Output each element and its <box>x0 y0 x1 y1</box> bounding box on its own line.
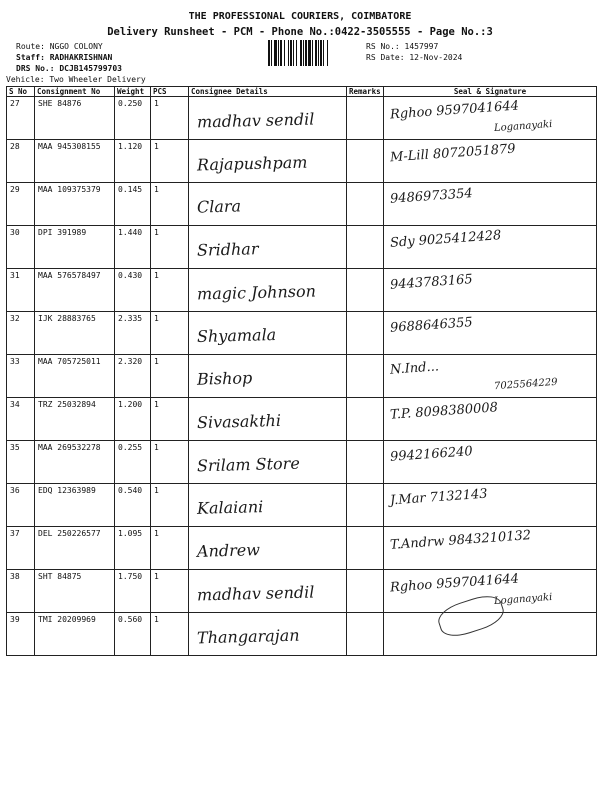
consignment-cell: TRZ 25032894 <box>35 398 115 441</box>
consignment-cell: MAA 109375379 <box>35 183 115 226</box>
remarks-cell <box>347 613 384 656</box>
pcs-cell: 1 <box>151 140 189 183</box>
signature-handwriting: T.P. 8098380008 <box>389 400 499 423</box>
table-row <box>7 355 597 398</box>
table-row <box>7 97 597 140</box>
signature-cell <box>384 97 597 140</box>
route-label: Route: <box>16 42 45 51</box>
sno-cell: 35 <box>7 441 35 484</box>
signature-handwriting: 9688646355 <box>389 315 474 336</box>
remarks-cell <box>347 269 384 312</box>
table-row <box>7 441 597 484</box>
signature-cell <box>384 355 597 398</box>
sno-cell: 27 <box>7 97 35 140</box>
signature-cell <box>384 269 597 312</box>
consignee-handwriting: Rajapushpam <box>196 152 308 175</box>
col-consignment: Consignment No <box>35 87 115 97</box>
pcs-cell: 1 <box>151 355 189 398</box>
meta-left <box>6 41 146 85</box>
consignment-cell: EDQ 12363989 <box>35 484 115 527</box>
consignee-cell <box>189 355 347 398</box>
consignment-cell: MAA 945308155 <box>35 140 115 183</box>
remarks-cell <box>347 398 384 441</box>
signature-handwriting: T.Andrw 9843210132 <box>389 528 532 553</box>
remarks-cell <box>347 355 384 398</box>
rs-date-value: 12-Nov-2024 <box>409 53 463 62</box>
consignee-handwriting: Srilam Store <box>196 453 301 476</box>
consignee-cell <box>189 527 347 570</box>
remarks-cell <box>347 570 384 613</box>
rs-no-value: 1457997 <box>404 42 439 51</box>
runsheet-subtitle: Delivery Runsheet - PCM - Phone No.:0422-3505555 - Page No.:3 <box>107 26 493 38</box>
table-row <box>7 269 597 312</box>
remarks-cell <box>347 97 384 140</box>
sno-cell: 30 <box>7 226 35 269</box>
table-row <box>7 484 597 527</box>
consignee-cell <box>189 97 347 140</box>
signature-handwriting: J.Mar 7132143 <box>389 486 489 509</box>
pcs-cell: 1 <box>151 441 189 484</box>
consignee-handwriting: Bishop <box>196 368 253 389</box>
weight-cell: 0.255 <box>115 441 151 484</box>
signature-handwriting: N.Ind... <box>389 359 440 378</box>
table-row <box>7 613 597 656</box>
staff-value: RADHAKRISHNAN <box>49 53 113 62</box>
sno-cell: 37 <box>7 527 35 570</box>
signature-cell <box>384 398 597 441</box>
signature-handwriting: 9443783165 <box>389 272 474 293</box>
table-row <box>7 226 597 269</box>
consignment-cell: MAA 705725011 <box>35 355 115 398</box>
table-row <box>7 140 597 183</box>
consignee-handwriting: Andrew <box>196 540 261 561</box>
weight-cell: 0.430 <box>115 269 151 312</box>
table-row <box>7 312 597 355</box>
remarks-cell <box>347 226 384 269</box>
consignee-cell <box>189 269 347 312</box>
sno-cell: 39 <box>7 613 35 656</box>
meta-right <box>366 41 462 63</box>
col-remarks: Remarks <box>347 87 384 97</box>
sno-cell: 29 <box>7 183 35 226</box>
consignee-handwriting: Sridhar <box>196 239 259 260</box>
remarks-cell <box>347 312 384 355</box>
weight-cell: 0.250 <box>115 97 151 140</box>
signature-cell <box>384 183 597 226</box>
pcs-cell: 1 <box>151 613 189 656</box>
weight-cell: 1.095 <box>115 527 151 570</box>
signature-subtext: Loganayaki <box>493 591 553 608</box>
pcs-cell: 1 <box>151 183 189 226</box>
sno-cell: 38 <box>7 570 35 613</box>
consignee-handwriting: Kalaiani <box>196 497 264 518</box>
weight-cell: 1.440 <box>115 226 151 269</box>
signature-handwriting: Rghoo 9597041644 <box>389 98 520 123</box>
weight-cell: 1.120 <box>115 140 151 183</box>
rs-date-label: RS Date: <box>366 53 405 62</box>
pcs-cell: 1 <box>151 570 189 613</box>
consignee-cell <box>189 441 347 484</box>
signature-subtext: Loganayaki <box>493 118 553 135</box>
sno-cell: 33 <box>7 355 35 398</box>
col-signature: Seal & Signature <box>384 87 597 97</box>
pcs-cell: 1 <box>151 527 189 570</box>
sno-cell: 34 <box>7 398 35 441</box>
remarks-cell <box>347 183 384 226</box>
weight-cell: 0.560 <box>115 613 151 656</box>
pcs-cell: 1 <box>151 97 189 140</box>
drs-line <box>16 63 146 74</box>
signature-cell <box>384 140 597 183</box>
col-consignee: Consignee Details <box>189 87 347 97</box>
sno-cell: 36 <box>7 484 35 527</box>
table-row <box>7 570 597 613</box>
col-sno: S No <box>7 87 35 97</box>
consignment-cell: IJK 28883765 <box>35 312 115 355</box>
sno-cell: 31 <box>7 269 35 312</box>
rs-no-line <box>366 41 462 52</box>
pcs-cell: 1 <box>151 398 189 441</box>
weight-cell: 1.750 <box>115 570 151 613</box>
table-header-row <box>7 87 597 97</box>
consignee-cell <box>189 140 347 183</box>
col-pcs: PCS <box>151 87 189 97</box>
consignment-cell: MAA 576578497 <box>35 269 115 312</box>
consignee-handwriting: madhav sendil <box>196 582 315 605</box>
consignment-cell: DPI 391989 <box>35 226 115 269</box>
consignee-handwriting: Thangarajan <box>196 625 300 648</box>
remarks-cell <box>347 140 384 183</box>
sno-cell: 32 <box>7 312 35 355</box>
consignment-cell: MAA 269532278 <box>35 441 115 484</box>
signature-cell <box>384 441 597 484</box>
weight-cell: 2.335 <box>115 312 151 355</box>
sno-cell: 28 <box>7 140 35 183</box>
drs-label: DRS No.: <box>16 64 55 73</box>
consignee-cell <box>189 570 347 613</box>
signature-handwriting: Rghoo 9597041644 <box>389 571 520 596</box>
table-row <box>7 527 597 570</box>
company-title: THE PROFESSIONAL COURIERS, COIMBATORE <box>188 11 412 22</box>
consignee-cell <box>189 183 347 226</box>
consignment-cell: TMI 20209969 <box>35 613 115 656</box>
signature-subtext: 7025564229 <box>493 376 558 393</box>
vehicle-line <box>6 74 146 85</box>
staff-line <box>16 52 146 63</box>
signature-cell <box>384 484 597 527</box>
consignment-cell: DEL 250226577 <box>35 527 115 570</box>
consignee-cell <box>189 484 347 527</box>
col-weight: Weight <box>115 87 151 97</box>
consignee-cell <box>189 613 347 656</box>
staff-label: Staff: <box>16 53 45 62</box>
signature-handwriting: 9942166240 <box>389 444 474 465</box>
signature-cell <box>384 312 597 355</box>
barcode <box>268 40 358 66</box>
consignment-cell: SHE 84876 <box>35 97 115 140</box>
signature-handwriting: M-Lill 8072051879 <box>389 141 517 166</box>
weight-cell: 0.145 <box>115 183 151 226</box>
signature-cell <box>384 527 597 570</box>
consignment-cell: SHT 84875 <box>35 570 115 613</box>
rs-no-label: RS No.: <box>366 42 400 51</box>
consignee-handwriting: Clara <box>196 196 242 217</box>
signature-cell <box>384 226 597 269</box>
consignee-cell <box>189 398 347 441</box>
vehicle-label: Vehicle: <box>6 75 45 84</box>
consignee-cell <box>189 226 347 269</box>
remarks-cell <box>347 527 384 570</box>
pcs-cell: 1 <box>151 312 189 355</box>
route-value: NGGO COLONY <box>49 42 103 51</box>
route-line <box>16 41 146 52</box>
pcs-cell: 1 <box>151 484 189 527</box>
rs-date-line <box>366 52 462 63</box>
consignee-handwriting: magic Johnson <box>196 281 317 304</box>
table-row <box>7 398 597 441</box>
remarks-cell <box>347 441 384 484</box>
weight-cell: 0.540 <box>115 484 151 527</box>
weight-cell: 1.200 <box>115 398 151 441</box>
vehicle-value: Two Wheeler Delivery <box>49 75 146 84</box>
consignee-handwriting: Sivasakthi <box>196 410 282 433</box>
signature-handwriting: Sdy 9025412428 <box>389 228 502 251</box>
remarks-cell <box>347 484 384 527</box>
runsheet-table <box>6 86 597 656</box>
pcs-cell: 1 <box>151 226 189 269</box>
consignee-handwriting: Shyamala <box>196 324 277 347</box>
signature-handwriting: 9486973354 <box>389 186 474 207</box>
weight-cell: 2.320 <box>115 355 151 398</box>
pcs-cell: 1 <box>151 269 189 312</box>
table-row <box>7 183 597 226</box>
consignee-cell <box>189 312 347 355</box>
consignee-handwriting: madhav sendil <box>196 109 315 132</box>
drs-value: DCJB145799703 <box>59 64 122 73</box>
